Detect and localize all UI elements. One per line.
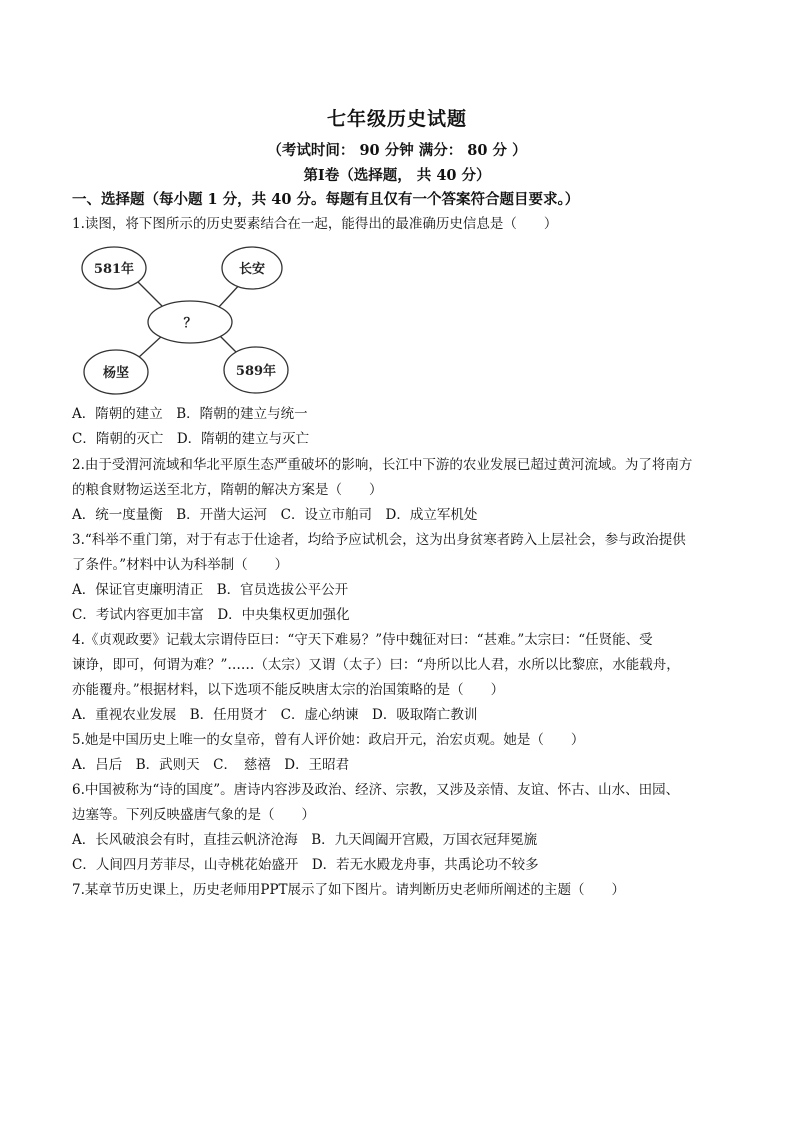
question-1-option-line: C．隋朝的灭亡 D．隋朝的建立与灭亡 [72,431,310,447]
question-5-stem: 5.她是中国历史上唯一的女皇帝，曾有人评价她：政启开元，治宏贞观。她是（ ） [72,732,585,748]
question-6-stem: 6.中国被称为“诗的国度”。唐诗内容涉及政治、经济、宗教，又涉及亲情、友谊、怀古、山水、田园、 [72,782,680,798]
question-2-stem: 2.由于受渭河流域和华北平原生态严重破坏的影响，长江中下游的农业发展已超过黄河流域。为了将南方 [72,457,693,473]
question-4-stem: 亦能覆舟。”根据材料，以下选项不能反映唐太宗的治国策略的是（ ） [72,682,505,698]
question-1-stem: 1.读图，将下图所示的历史要素结合在一起，能得出的最准确历史信息是（ ） [72,216,558,232]
history-elements-diagram [76,240,302,400]
part-heading: 第Ⅰ卷（选择题， 共 40 分） [303,167,491,184]
connector-line [138,334,164,358]
question-3-option-line: C．考试内容更加丰富 D．中央集权更加强化 [72,607,350,623]
node-question: ？ [183,316,197,331]
node-changan: 长安 [238,262,266,277]
exam-subtitle: （考试时间： 90 分钟 满分： 80 分 ） [267,142,527,159]
exam-title: 七年级历史试题 [326,108,467,130]
question-6-stem: 边塞等。下列反映盛唐气象的是（ ） [72,807,315,823]
question-2-option-line: A．统一度量衡 B．开凿大运河 C．设立市舶司 D．成立军机处 [72,507,478,523]
node-yang-jian: 杨坚 [102,366,130,381]
question-1-option-line: A．隋朝的建立 B．隋朝的建立与统一 [72,406,308,422]
question-3-stem: 了条件。”材料中认为科举制（ ） [72,557,289,573]
question-2-stem: 的粮食财物运送至北方，隋朝的解决方案是（ ） [72,482,383,498]
question-3-stem: 3.“科举不重门第，对于有志于仕途者，均给予应试机会，这为出身贫寒者跨入上层社会，参与政治提供 [72,532,686,548]
question-6-option-line: C．人间四月芳菲尽，山寺桃花始盛开 D．若无水殿龙舟事，共禹论功不较多 [72,857,539,873]
node-year-581: 581年 [93,262,135,277]
question-3-option-line: A．保证官吏廉明清正 B．官员选拔公平公开 [72,582,349,598]
question-4-stem: 4.《贞观政要》记载太宗谓侍臣曰：“守天下难易？”侍中魏征对曰：“甚难。”太宗曰：“任贤能、受 [72,632,653,648]
question-4-stem: 谏诤，即可，何谓为难？”……（太宗）又谓（太子）曰：“舟所以比人君，水所以比黎庶，水能载舟， [72,657,680,673]
section-heading: 一、选择题（每小题 1 分，共 40 分。每题有且仅有一个答案符合题目要求。） [72,191,580,208]
node-year-589: 589年 [235,364,277,379]
question-5-option-line: A．吕后 B．武则天 C． 慈禧 D．王昭君 [72,757,350,773]
connector-line [138,282,164,308]
question-7-stem: 7.某章节历史课上，历史老师用PPT展示了如下图片。请判断历史老师所阐述的主题（ ） [72,882,626,898]
question-4-option-line: A．重视农业发展 B．任用贤才 C．虚心纳谏 D．吸取隋亡教训 [72,707,478,723]
question-6-option-line: A．长风破浪会有时，直挂云帆济沧海 B．九天阊阖开宫殿，万国衣冠拜冕旒 [72,832,538,848]
